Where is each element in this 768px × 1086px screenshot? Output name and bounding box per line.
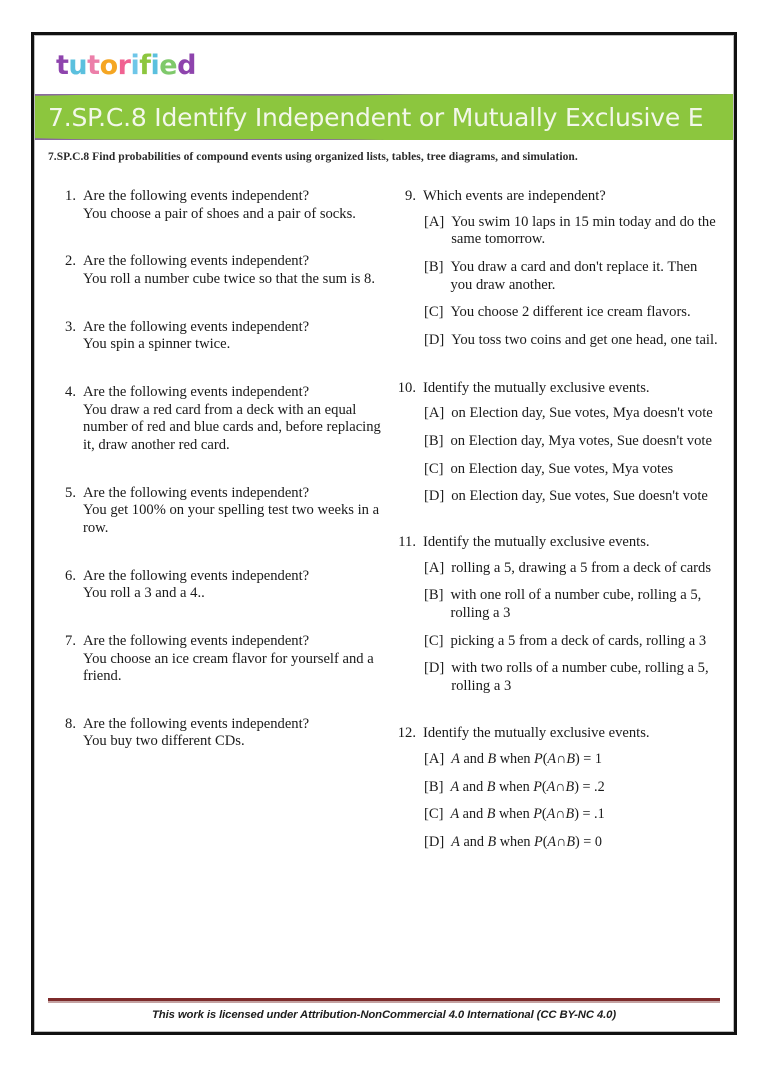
question-item (57, 568, 383, 603)
worksheet-page (31, 32, 737, 1035)
logo-letter-3: o (99, 50, 118, 81)
question-item (57, 253, 383, 288)
question-body (83, 319, 383, 354)
choice-option[interactable] (397, 806, 721, 824)
choice-text: rolling a 5, drawing a 5 from a deck of cards (451, 559, 712, 576)
logo-letter-0: t (56, 50, 69, 81)
question-detail: You roll a number cube twice so that the sum is 8. (83, 270, 375, 287)
choice-text: You choose 2 different ice cream flavors. (450, 304, 691, 321)
question-item (57, 319, 383, 354)
choice-text: on Election day, Sue votes, Mya votes (450, 460, 674, 477)
question-detail: You draw a red card from a deck with an equal number of red and blue cards and, before replacing it, draw another red card. (83, 401, 381, 453)
choice-option[interactable] (397, 304, 721, 322)
question-header (397, 188, 721, 206)
logo-letter-2: t (87, 50, 100, 81)
choice-option[interactable] (397, 834, 721, 852)
choice-option[interactable] (397, 214, 721, 249)
question-body (83, 188, 383, 223)
choice-option[interactable] (397, 660, 721, 695)
choice-label: [A] (423, 751, 445, 768)
logo-letter-7: i (150, 50, 160, 81)
choice-label: [A] (423, 559, 445, 576)
question-body (83, 633, 383, 686)
question-header (397, 725, 721, 743)
title-banner (35, 94, 733, 140)
choice-label: [D] (423, 834, 445, 851)
logo-letter-6: f (139, 50, 151, 81)
question-item (57, 716, 383, 751)
question-item (397, 725, 721, 851)
choice-label: [B] (423, 432, 444, 449)
question-number: 8. (65, 715, 76, 732)
question-item (397, 188, 721, 350)
question-item (397, 534, 721, 696)
choice-option[interactable] (397, 560, 721, 578)
question-prompt: Are the following events independent? (83, 632, 310, 649)
choice-text: picking a 5 from a deck of cards, rolling a 3 (450, 632, 707, 649)
logo-letter-1: u (68, 50, 88, 81)
choice-label: [A] (423, 213, 445, 230)
standard-description: 7.SP.C.8 Find probabilities of compound events using organized lists, tables, tree diagrams, and simulation. (48, 151, 578, 163)
question-number: 2. (65, 253, 76, 270)
choice-option[interactable] (397, 405, 721, 423)
logo-letter-5: i (130, 50, 140, 81)
question-prompt: Identify the mutually exclusive events. (422, 379, 650, 396)
choice-text: You toss two coins and get one head, one tail. (451, 331, 718, 348)
question-number: 4. (65, 383, 76, 400)
question-prompt: Are the following events independent? (83, 567, 310, 584)
choice-text: A and B when P(A∩B) = .2 (450, 778, 605, 795)
question-item (57, 384, 383, 455)
choice-text: A and B when P(A∩B) = 0 (451, 834, 602, 851)
question-detail: You get 100% on your spelling test two weeks in a row. (83, 502, 380, 536)
question-detail: You buy two different CDs. (83, 733, 245, 750)
question-header (397, 380, 721, 398)
question-prompt: Are the following events independent? (83, 188, 310, 204)
brand-logo-text (51, 50, 201, 82)
choice-option[interactable] (397, 633, 721, 651)
choice-text: on Election day, Mya votes, Sue doesn't vote (450, 432, 712, 449)
question-body (83, 485, 383, 538)
question-prompt: Are the following events independent? (83, 253, 310, 270)
question-prompt: Are the following events independent? (83, 383, 310, 400)
question-body (83, 384, 383, 455)
question-number: 3. (65, 318, 76, 335)
choice-option[interactable] (397, 751, 721, 769)
worksheet-page-inner (34, 35, 734, 1032)
choice-label: [D] (423, 488, 445, 505)
question-item (57, 633, 383, 686)
question-prompt: Which events are independent? (422, 188, 606, 204)
question-number: 6. (65, 567, 76, 584)
choice-label: [C] (423, 460, 444, 477)
choice-label: [D] (423, 660, 445, 677)
choice-text: A and B when P(A∩B) = 1 (451, 751, 602, 768)
choice-label: [C] (423, 806, 444, 823)
choice-label: [B] (423, 258, 444, 275)
choice-text: on Election day, Sue votes, Sue doesn't vote (451, 488, 708, 505)
page-title: 7.SP.C.8 Identify Independent or Mutually Exclusive E (48, 102, 704, 132)
choice-text: on Election day, Sue votes, Mya doesn't vote (451, 405, 713, 422)
question-detail: You spin a spinner twice. (83, 336, 231, 353)
question-detail: You choose an ice cream flavor for yourself and a friend. (83, 650, 374, 685)
question-prompt: Identify the mutually exclusive events. (422, 725, 650, 742)
choice-label: [D] (423, 331, 445, 348)
choice-option[interactable] (397, 587, 721, 622)
question-number: 7. (65, 632, 76, 649)
question-prompt: Identify the mutually exclusive events. (422, 533, 650, 550)
question-item (57, 188, 383, 223)
question-number: 12. (397, 725, 416, 742)
choice-text: You draw a card and don't replace it. Then you draw another. (450, 258, 698, 293)
choice-text: You swim 10 laps in 15 min today and do the same tomorrow. (451, 213, 716, 248)
logo-letter-8: e (159, 50, 178, 81)
question-detail: You roll a 3 and a 4.. (83, 585, 205, 602)
choice-option[interactable] (397, 259, 721, 294)
choice-text: A and B when P(A∩B) = .1 (450, 806, 605, 823)
banner-wave-top-icon (35, 94, 733, 98)
choice-label: [B] (423, 587, 444, 604)
choice-option[interactable] (397, 332, 721, 350)
question-columns (35, 188, 733, 971)
choice-option[interactable] (397, 488, 721, 506)
choice-text: with one roll of a number cube, rolling a 5, rolling a 3 (450, 587, 702, 621)
banner-wave-bottom-icon (35, 136, 733, 140)
choice-list (397, 214, 721, 350)
logo-letter-9: d (177, 50, 196, 81)
question-number: 9. (405, 188, 416, 204)
choice-option[interactable] (397, 461, 721, 479)
question-body (83, 716, 383, 751)
question-prompt: Are the following events independent? (83, 318, 310, 335)
footer-rule-secondary (48, 1001, 720, 1003)
choice-option[interactable] (397, 433, 721, 451)
choice-label: [B] (423, 778, 444, 795)
question-item (397, 380, 721, 506)
right-question-column (393, 188, 733, 971)
logo-letter-4: r (117, 50, 131, 81)
question-body (83, 568, 383, 603)
footer (48, 998, 720, 1021)
question-header (397, 534, 721, 552)
choice-text: with two rolls of a number cube, rolling a 5, rolling a 3 (451, 660, 709, 694)
left-question-column (35, 188, 393, 971)
question-prompt: Are the following events independent? (83, 484, 310, 501)
question-item (57, 485, 383, 538)
question-number: 10. (397, 379, 416, 396)
choice-option[interactable] (397, 779, 721, 797)
brand-logo (51, 46, 201, 86)
choice-list (397, 560, 721, 696)
question-detail: You choose a pair of shoes and a pair of socks. (83, 205, 356, 222)
question-number: 5. (65, 484, 76, 501)
choice-list (397, 751, 721, 852)
choice-label: [A] (423, 405, 445, 422)
question-prompt: Are the following events independent? (83, 715, 310, 732)
question-number: 1. (65, 188, 76, 204)
choice-label: [C] (423, 632, 444, 649)
choice-label: [C] (423, 304, 444, 321)
question-body (83, 253, 383, 288)
license-text: This work is licensed under Attribution-NonCommercial 4.0 International (CC BY-NC 4.0) (151, 1009, 617, 1021)
choice-list (397, 405, 721, 506)
question-number: 11. (398, 533, 416, 550)
